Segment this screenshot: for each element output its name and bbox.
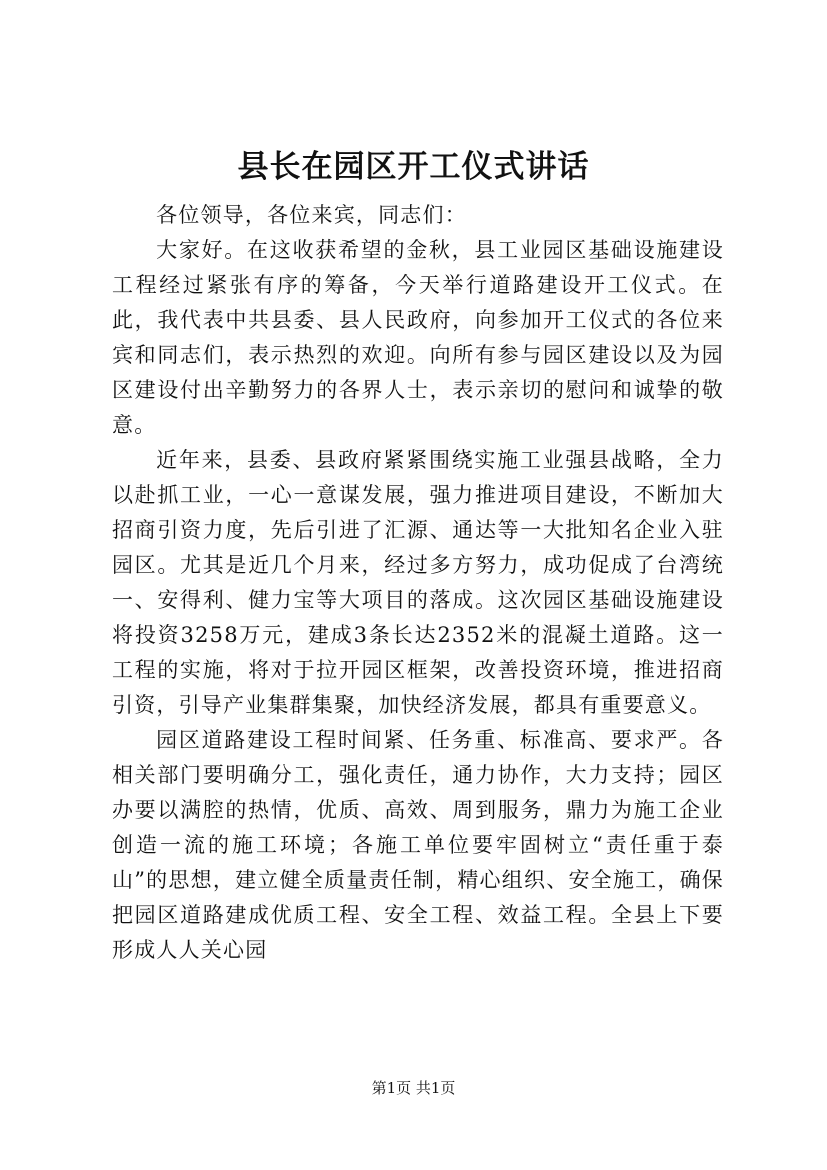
page-footer bbox=[0, 1078, 827, 1098]
body-paragraph: 近年来，县委、县政府紧紧围绕实施工业强县战略，全力以赴抓工业，一心一意谋发展，强力推进项目建设，不断加大招商引资力度，先后引进了汇源、通达等一大批知名企业入驻园区。尤其是近几个月来，经过多方努力，成功促成了台湾统一、安得利、健力宝等大项目的落成。这次园区基础设施建设将投资3258万元，建成3条长达2352米的混凝土道路。这一工程的实施，将对于拉开园区框架，改善投资环境，推进招商引资，引导产业集群集聚，加快经济发展，都具有重要意义。 bbox=[112, 448, 724, 717]
body-paragraph: 园区道路建设工程时间紧、任务重、标准高、要求严。各相关部门要明确分工，强化责任，通力协作，大力支持；园区办要以满腔的热情，优质、高效、周到服务，鼎力为施工企业创造一流的施工环境；各施工单位要牢固树立“责任重于泰山”的思想，建立健全质量责任制，精心组织、安全施工，确保把园区道路建成优质工程、安全工程、效益工程。全县上下要形成人人关心园 bbox=[112, 728, 724, 962]
document-body bbox=[112, 198, 724, 968]
document-title: 县长在园区开工仪式讲话 bbox=[237, 149, 590, 185]
body-paragraph: 大家好。在这收获希望的金秋，县工业园区基础设施建设工程经过紧张有序的筹备，今天举行道路建设开工仪式。在此，我代表中共县委、县人民政府，向参加开工仪式的各位来宾和同志们，表示热烈的欢迎。向所有参与园区建设以及为园区建设付出辛勤努力的各界人士，表示亲切的慰问和诚挚的敬意。 bbox=[112, 238, 724, 437]
page-number-label: 第1页 共1页 bbox=[371, 1079, 456, 1097]
salutation-paragraph: 各位领导，各位来宾，同志们： bbox=[156, 203, 467, 227]
